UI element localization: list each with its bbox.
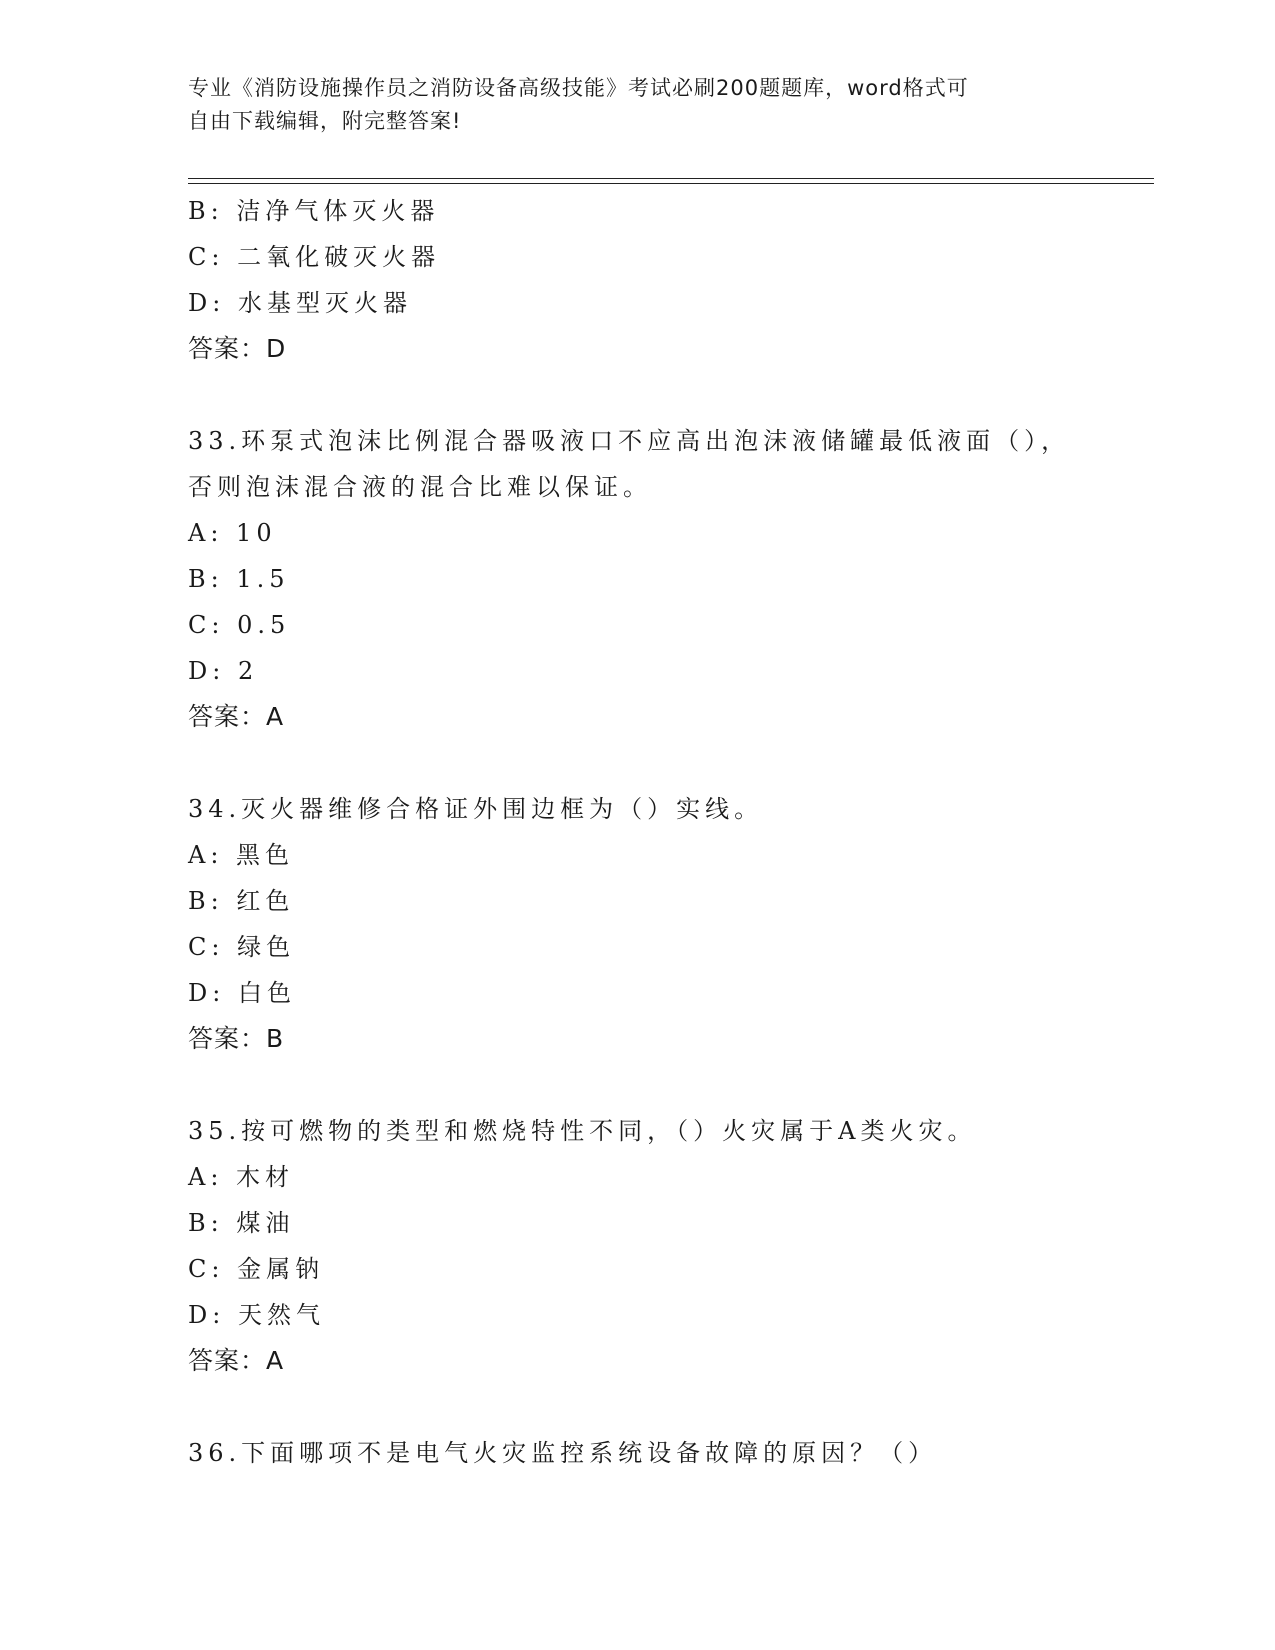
header-divider-bottom <box>188 183 1154 184</box>
option-b: B: 1.5 <box>188 565 290 593</box>
question-list <box>188 188 1148 1476</box>
option-d: D: 白色 <box>188 979 296 1007</box>
question-text-line-1: 33.环泵式泡沫比例混合器吸液口不应高出泡沫液储罐最低液面（）， <box>188 427 1071 455</box>
question-text: 34.灭火器维修合格证外围边框为（）实线。 <box>188 795 764 823</box>
option-c: C: 金属钠 <box>188 1255 325 1283</box>
question-35 <box>188 1108 1148 1384</box>
spacer <box>188 740 1148 786</box>
option-b: B: 煤油 <box>188 1209 295 1237</box>
option-d: D: 天然气 <box>188 1301 325 1329</box>
option-b: B: 红色 <box>188 887 295 915</box>
document-header <box>188 72 1068 138</box>
spacer <box>188 372 1148 418</box>
question-36 <box>188 1430 1148 1476</box>
option-a: A: 10 <box>188 519 277 547</box>
option-c: C: 绿色 <box>188 933 296 961</box>
header-divider-top <box>188 178 1154 179</box>
spacer <box>188 1062 1148 1108</box>
option-b: B: 洁净气体灭火器 <box>188 197 440 225</box>
option-a: A: 木材 <box>188 1163 295 1191</box>
question-34 <box>188 786 1148 1062</box>
question-33 <box>188 418 1148 740</box>
question-32-continued <box>188 188 1148 372</box>
answer: 答案：D <box>188 334 287 363</box>
question-text: 35.按可燃物的类型和燃烧特性不同，（）火灾属于A类火灾。 <box>188 1117 977 1145</box>
spacer <box>188 1384 1148 1430</box>
header-line-1: 专业《消防设施操作员之消防设备高级技能》考试必刷200题题库，word格式可 <box>188 76 969 100</box>
header-line-2: 自由下载编辑，附完整答案! <box>188 109 462 133</box>
option-d: D: 2 <box>188 657 259 685</box>
answer: 答案：A <box>188 702 285 731</box>
question-text: 36.下面哪项不是电气火灾监控系统设备故障的原因？（） <box>188 1439 938 1467</box>
question-text-line-2: 否则泡沫混合液的混合比难以保证。 <box>188 473 652 501</box>
answer: 答案：B <box>188 1024 285 1053</box>
option-a: A: 黑色 <box>188 841 295 869</box>
option-c: C: 0.5 <box>188 611 291 639</box>
answer: 答案：A <box>188 1346 285 1375</box>
option-d: D: 水基型灭火器 <box>188 289 412 317</box>
option-c: C: 二氧化破灭火器 <box>188 243 441 271</box>
